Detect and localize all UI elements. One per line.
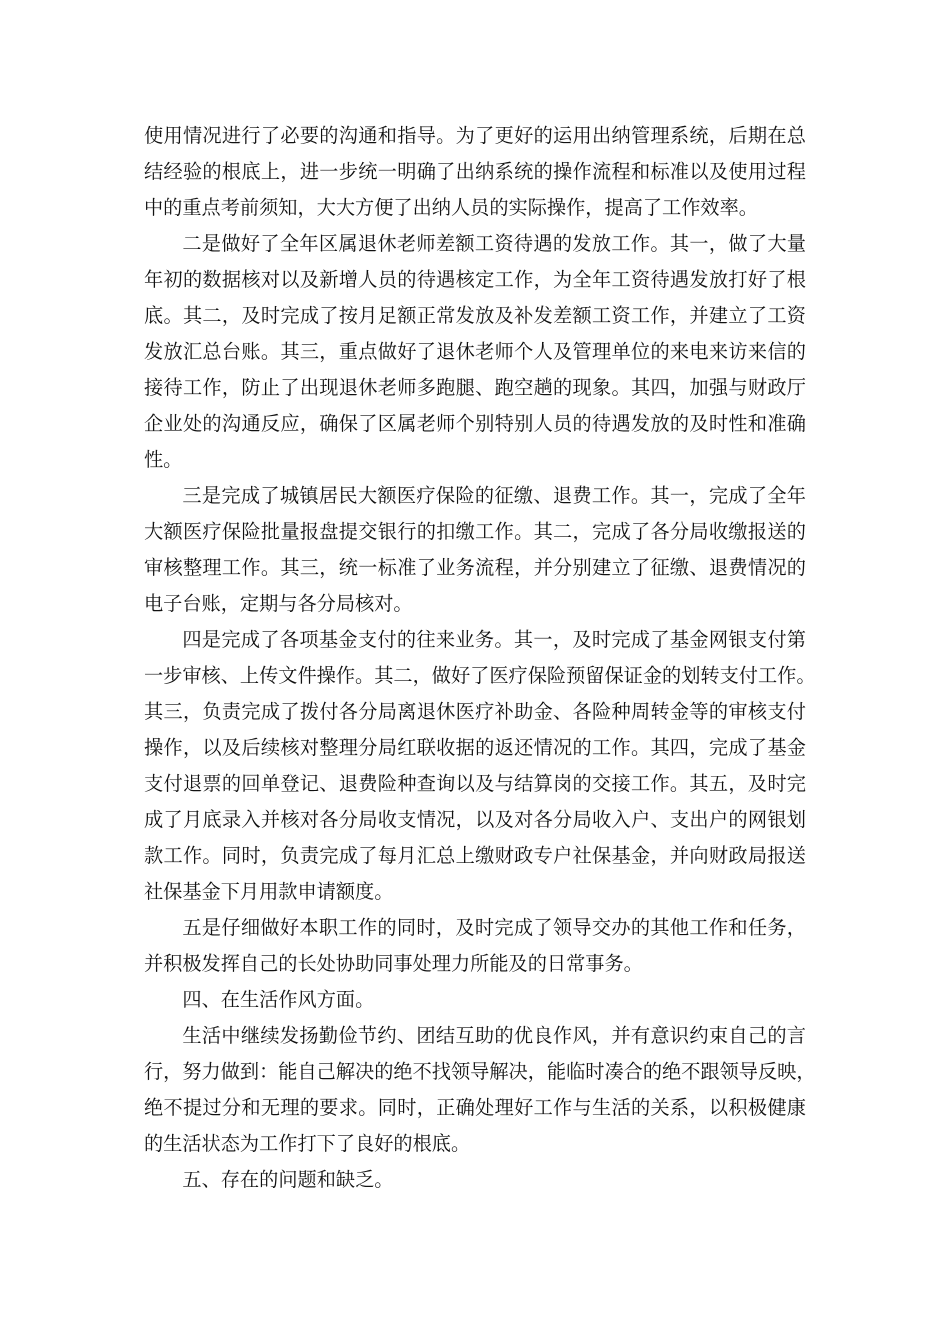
text-line: 其三，负责完成了拨付各分局离退休医疗补助金、各险种周转金等的审核支付 [144,700,806,723]
text-line: 性。 [144,448,183,471]
text-line: 四是完成了各项基金支付的往来业务。其一，及时完成了基金网银支付第 [182,628,806,651]
text-line: 审核整理工作。其三，统一标准了业务流程，并分别建立了征缴、退费情况的 [144,556,806,579]
text-line: 款工作。同时，负责完成了每月汇总上缴财政专户社保基金，并向财政局报送 [144,844,806,867]
text-line: 使用情况进行了必要的沟通和指导。为了更好的运用出纳管理系统，后期在总 [144,124,806,147]
text-line: 的生活状态为工作打下了良好的根底。 [144,1132,471,1155]
text-line: 二是做好了全年区属退休老师差额工资待遇的发放工作。其一，做了大量 [182,232,806,255]
text-line: 五、存在的问题和缺乏。 [182,1168,394,1191]
text-line: 企业处的沟通反应，确保了区属老师个别特别人员的待遇发放的及时性和准确 [144,412,806,435]
paragraph-6 [144,1018,816,1162]
text-line: 生活中继续发扬勤俭节约、团结互助的优良作风，并有意识约束自己的言 [182,1024,806,1047]
text-line: 绝不提过分和无理的要求。同时，正确处理好工作与生活的关系，以积极健康 [144,1096,806,1119]
paragraph-2 [144,226,806,478]
text-line: 四、在生活作风方面。 [182,988,375,1011]
text-line: 底。其二，及时完成了按月足额正常发放及补发差额工资工作，并建立了工资 [144,304,806,327]
text-line: 三是完成了城镇居民大额医疗保险的征缴、退费工作。其一，完成了全年 [182,484,806,507]
text-line: 支付退票的回单登记、退费险种查询以及与结算岗的交接工作。其五，及时完 [144,772,806,795]
paragraph-4 [144,622,816,910]
text-line: 一步审核、上传文件操作。其二，做好了医疗保险预留保证金的划转支付工作。 [144,664,816,687]
text-line: 大额医疗保险批量报盘提交银行的扣缴工作。其二，完成了各分局收缴报送的 [144,520,806,543]
section-heading-5 [144,1162,806,1198]
text-line: 发放汇总台账。其三，重点做好了退休老师个人及管理单位的来电来访来信的 [144,340,806,363]
paragraph-3 [144,478,806,622]
document-body [144,118,816,1198]
text-line: 接待工作，防止了出现退休老师多跑腿、跑空趟的现象。其四，加强与财政厅 [144,376,806,399]
text-line: 成了月底录入并核对各分局收支情况，以及对各分局收入户、支出户的网银划 [144,808,806,831]
text-line: 行，努力做到：能自己解决的绝不找领导解决，能临时凑合的绝不跟领导反映， [144,1060,816,1083]
text-line: 结经验的根底上，进一步统一明确了出纳系统的操作流程和标准以及使用过程 [144,160,806,183]
text-line: 中的重点考前须知，大大方便了出纳人员的实际操作，提高了工作效率。 [144,196,758,219]
text-line: 社保基金下月用款申请额度。 [144,880,394,903]
text-line: 并积极发挥自己的长处协助同事处理力所能及的日常事务。 [144,952,643,975]
text-line: 操作，以及后续核对整理分局红联收据的返还情况的工作。其四，完成了基金 [144,736,806,759]
paragraph-1 [144,118,806,226]
paragraph-5 [144,910,806,982]
text-line: 电子台账，定期与各分局核对。 [144,592,413,615]
section-heading-4 [144,982,806,1018]
text-line: 五是仔细做好本职工作的同时，及时完成了领导交办的其他工作和任务， [182,916,806,939]
text-line: 年初的数据核对以及新增人员的待遇核定工作，为全年工资待遇发放打好了根 [144,268,806,291]
